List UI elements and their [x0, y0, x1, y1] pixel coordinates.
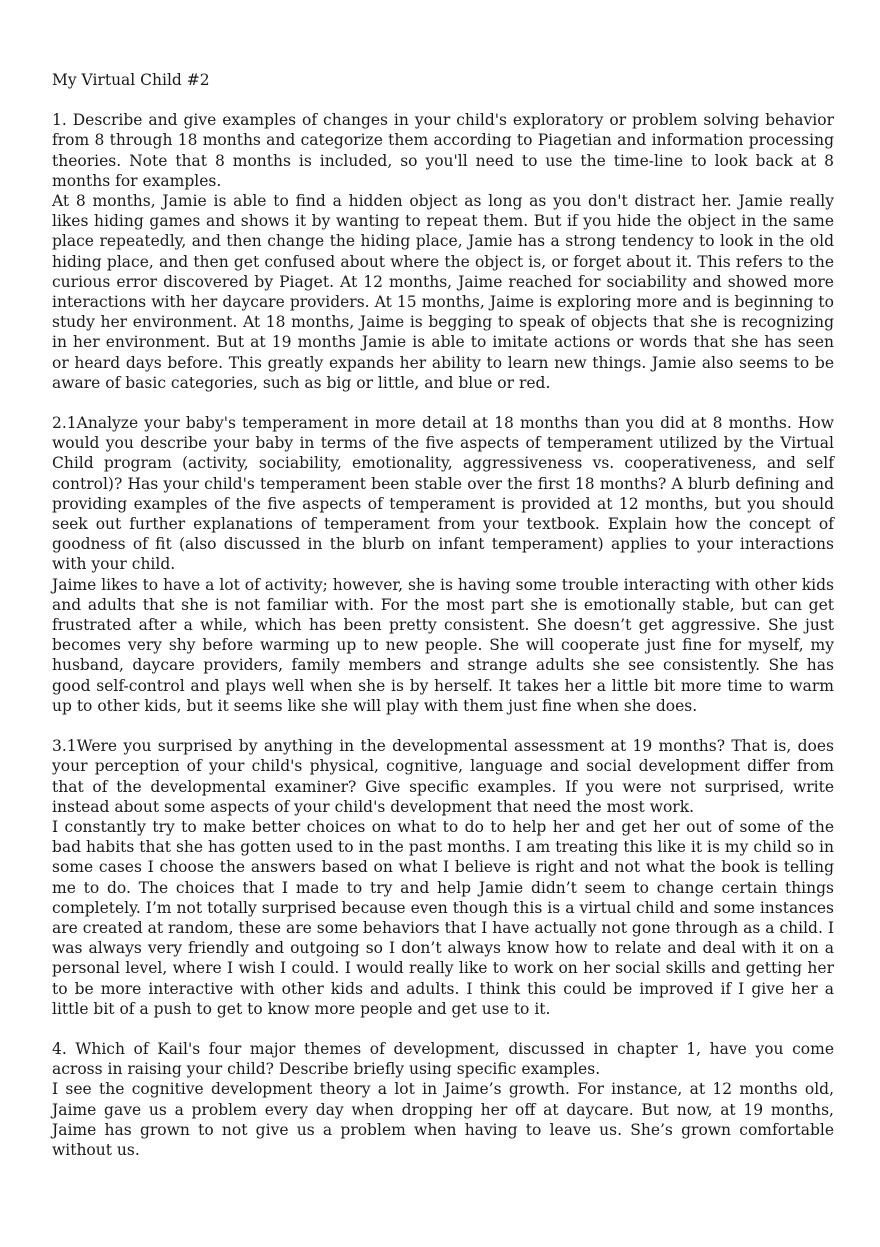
answer-1: At 8 months, Jamie is able to find a hidden object as long as you don't distract her. Jamie really likes hiding games and shows it by wanting to repeat them. But if you hide the object in the same place repeatedly, and then change the hiding place, Jamie has a strong tendency to look in the old hiding place, and then get confused about where the object is, or forget about it. This refers to the curious error discovered by Piaget. At 12 months, Jaime reached for sociability and showed more interactions with her daycare providers. At 15 months, Jaime is exploring more and is beginning to study her environment. At 18 months, Jaime is begging to speak of objects that she is recognizing in her environment. But at 19 months Jamie is able to imitate actions or words that she has seen or heard days before. This greatly expands her ability to learn new things. Jamie also seems to be aware of basic categories, such as big or little, and blue or red.	[52, 192, 834, 392]
answer-4: I see the cognitive development theory a lot in Jaime’s growth. For instance, at 12 months old, Jaime gave us a problem every day when dropping her off at daycare. But now, at 19 months, Jaime has grown to not give us a problem when having to leave us. She’s grown comfortable without us.	[52, 1080, 834, 1159]
answer-3: I constantly try to make better choices on what to do to help her and get her out of some of the bad habits that she has gotten used to in the past months. I am treating this like it is my child so in some cases I choose the answers based on what I believe is right and not what the book is telling me to do. The choices that I made to try and help Jamie didn’t seem to change certain things completely. I’m not totally surprised because even though this is a virtual child and some instances are created at random, these are some behaviors that I have actually not gone through as a child. I was always very friendly and outgoing so I don’t always know how to relate and deal with it on a personal level, where I wish I could. I would really like to work on her social skills and getting her to be more interactive with other kids and adults. I think this could be improved if I give her a little bit of a push to get to know more people and get use to it.	[52, 817, 834, 1018]
section-4	[52, 1039, 834, 1160]
answer-2: Jaime likes to have a lot of activity; however, she is having some trouble interacting with other kids and adults that she is not familiar with. For the most part she is emotionally stable, but can get frustrated after a while, which has been pretty consistent. She doesn’t get aggressive. She just becomes very shy before warming up to new people. She will cooperate just fine for myself, my husband, daycare providers, family members and strange adults she see consistently. She has good self-control and plays well when she is by herself. It takes her a little bit more time to warm up to other kids, but it seems like she will play with them just fine when she does.	[52, 575, 834, 715]
question-1: 1. Describe and give examples of changes in your child's exploratory or problem solving behavior from 8 through 18 months and categorize them according to Piagetian and information processing theories. Note that 8 months is included, so you'll need to use the time-line to look back at 8 months for examples.	[52, 111, 834, 190]
document-page	[52, 70, 834, 1180]
question-4: 4. Which of Kail's four major themes of development, discussed in chapter 1, have you come across in raising your child? Describe briefly using specific examples.	[52, 1039, 834, 1079]
document-title: My Virtual Child #2	[52, 71, 210, 89]
section-2	[52, 413, 834, 716]
question-3: 3.1Were you surprised by anything in the developmental assessment at 19 months? That is, does your perception of your child's physical, cognitive, language and social development differ from that of the developmental examiner? Give specific examples. If you were not surprised, write instead about some aspects of your child's development that need the most work.	[52, 737, 834, 816]
question-2: 2.1Analyze your baby's temperament in more detail at 18 months than you did at 8 months. How would you describe your baby in terms of the five aspects of temperament utilized by the Virtual Child program (activity, sociability, emotionality, aggressiveness vs. cooperativeness, and self control)? Has your child's temperament been stable over the first 18 months? A blurb defining and providing examples of the five aspects of temperament is provided at 12 months, but you should seek out further explanations of temperament from your textbook. Explain how the concept of goodness of fit (also discussed in the blurb on infant temperament) applies to your interactions with your child.	[52, 414, 834, 574]
section-1	[52, 110, 834, 393]
section-3	[52, 736, 834, 1019]
